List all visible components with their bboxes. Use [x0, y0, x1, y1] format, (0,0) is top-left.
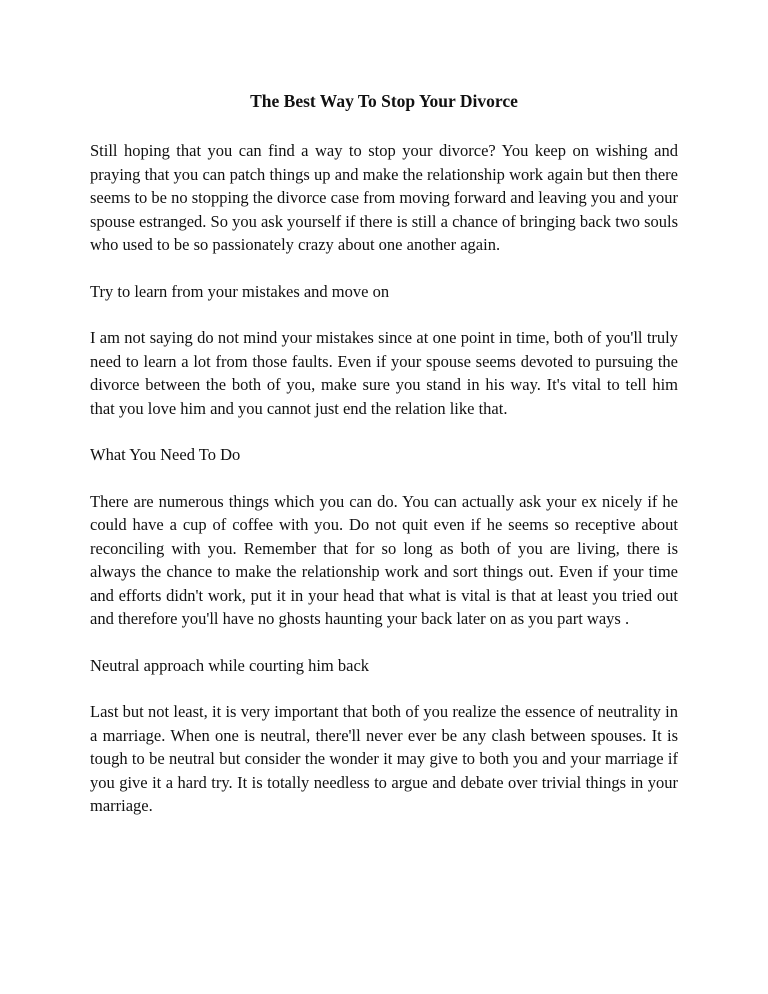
paragraph-what-to-do: There are numerous things which you can do. You can actually ask your ex nicely if he could have a cup of coffee with you. Do not quit even if he seems so receptive about reconciling with you. Remember that for so long as both of you are living, there is always the chance to make the relationship work and sort things out. Even if your time and efforts didn't work, put it in your head that what is vital is that at least you tried out and therefore you'll have no ghosts haunting your back later on as you part ways . [90, 491, 678, 628]
section-heading-learn-from-mistakes: Try to learn from your mistakes and move on [90, 281, 390, 301]
paragraph-intro: Still hoping that you can find a way to stop your divorce? You keep on wishing and praying that you can patch things up and make the relationship work again but then there seems to be no stopping the divorce case from moving forward and leaving you and your spouse estranged. So you ask yourself if there is still a chance of bringing back two souls who used to be so passionately crazy about one another again. [90, 141, 678, 254]
section-heading-what-to-do: What You Need To Do [90, 445, 241, 464]
paragraph-neutrality: Last but not least, it is very important that both of you realize the essence of neutrality in a marriage. When one is neutral, there'll never ever be any clash between spouses. It is tough to be neutral but consider the wonder it may give to both you and your marriage if you give it a hard try. It is totally needless to argue and debate over trivial things in your marriage. [90, 702, 678, 815]
document-body [90, 89, 678, 841]
section-heading-neutral-approach: Neutral approach while courting him back [90, 655, 370, 675]
document-title: The Best Way To Stop Your Divorce [250, 91, 518, 111]
paragraph-mistakes: I am not saying do not mind your mistakes since at one point in time, both of you'll truly need to learn a lot from those faults. Even if your spouse seems devoted to pursuing the divorce between the both of you, make sure you stand in his way. It's vital to tell him that you love him and you cannot just end the relation like that. [90, 328, 678, 418]
